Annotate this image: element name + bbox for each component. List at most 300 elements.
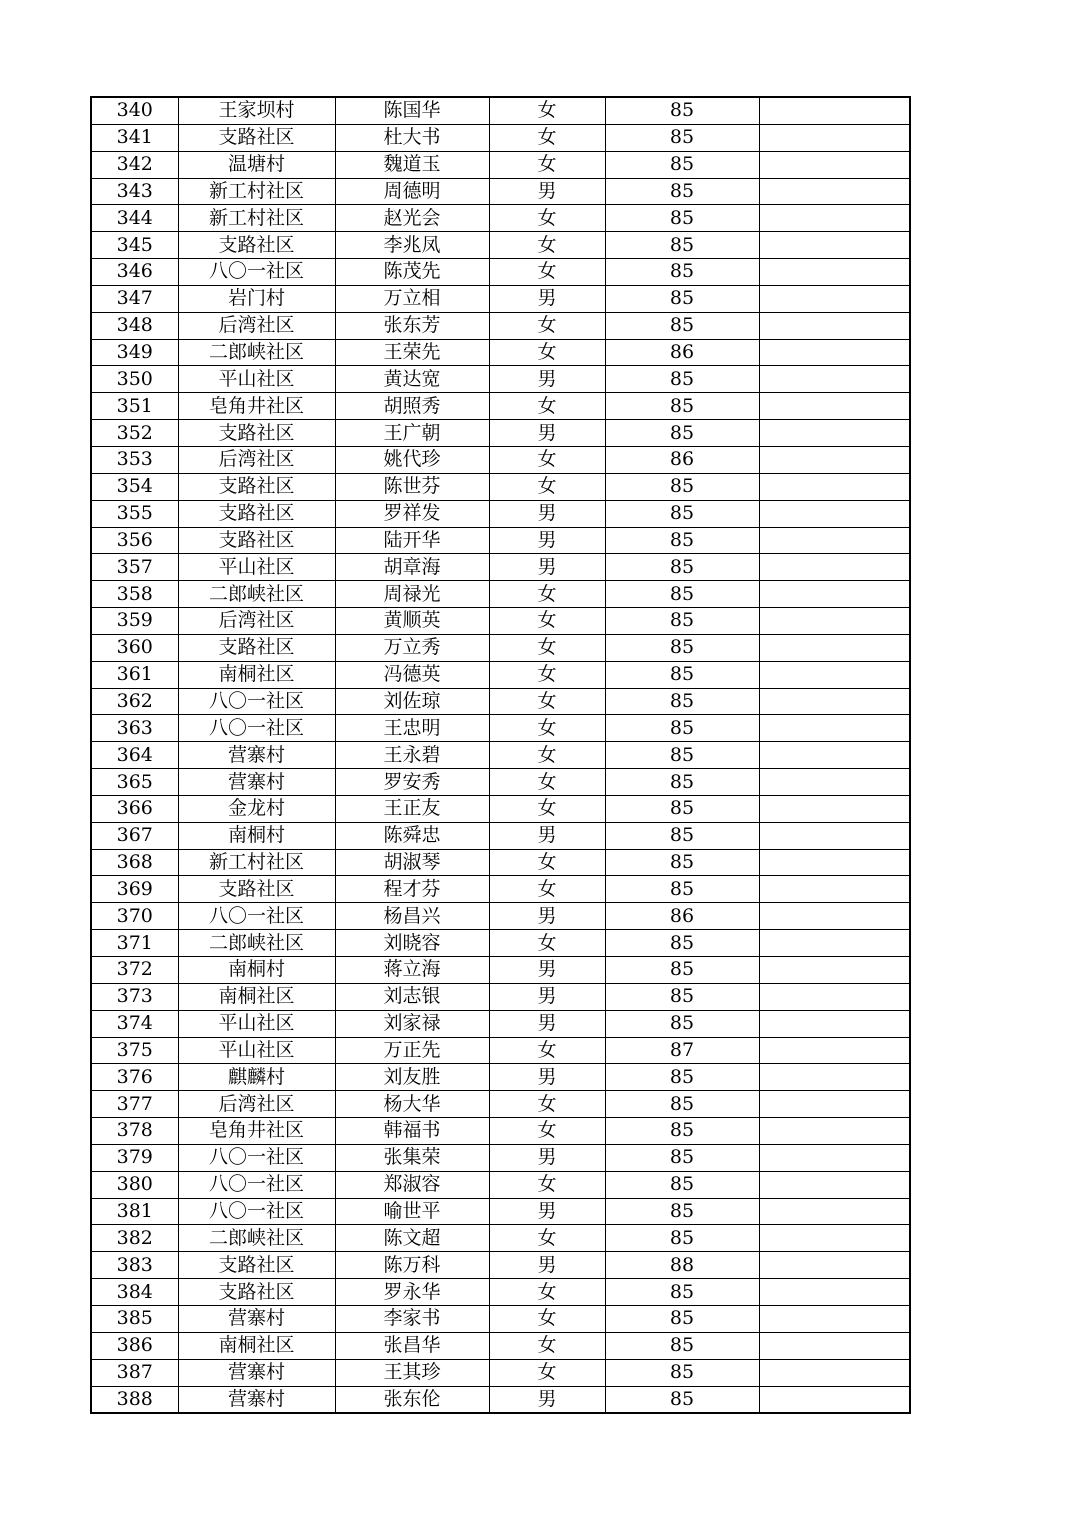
table-row	[91, 903, 910, 930]
cell-gender: 男	[489, 366, 605, 393]
table-row	[91, 259, 910, 286]
cell-age: 85	[605, 795, 759, 822]
table-row	[91, 151, 910, 178]
table-row	[91, 581, 910, 608]
cell-age: 85	[605, 715, 759, 742]
cell-number: 344	[91, 205, 178, 232]
cell-number: 370	[91, 903, 178, 930]
cell-age: 85	[605, 983, 759, 1010]
table-row	[91, 527, 910, 554]
cell-remark	[759, 581, 910, 608]
cell-gender: 男	[489, 1064, 605, 1091]
cell-gender: 女	[489, 1225, 605, 1252]
cell-remark	[759, 1225, 910, 1252]
cell-remark	[759, 1198, 910, 1225]
cell-number: 383	[91, 1252, 178, 1279]
cell-name: 万立秀	[335, 634, 489, 661]
cell-community: 支路社区	[178, 634, 335, 661]
cell-gender: 女	[489, 634, 605, 661]
cell-name: 杨大华	[335, 1091, 489, 1118]
cell-community: 平山社区	[178, 554, 335, 581]
cell-name: 郑淑容	[335, 1171, 489, 1198]
cell-name: 周禄光	[335, 581, 489, 608]
cell-remark	[759, 393, 910, 420]
cell-name: 万正先	[335, 1037, 489, 1064]
cell-name: 杨昌兴	[335, 903, 489, 930]
table-row	[91, 822, 910, 849]
cell-remark	[759, 97, 910, 124]
cell-name: 胡照秀	[335, 393, 489, 420]
cell-community: 营寨村	[178, 1359, 335, 1386]
cell-age: 85	[605, 608, 759, 635]
cell-community: 南桐社区	[178, 661, 335, 688]
cell-remark	[759, 205, 910, 232]
table-row	[91, 473, 910, 500]
cell-number: 386	[91, 1332, 178, 1359]
cell-community: 新工村社区	[178, 849, 335, 876]
cell-community: 八〇一社区	[178, 688, 335, 715]
cell-gender: 女	[489, 688, 605, 715]
cell-name: 胡章海	[335, 554, 489, 581]
cell-name: 张东伦	[335, 1386, 489, 1413]
cell-gender: 女	[489, 312, 605, 339]
cell-age: 85	[605, 688, 759, 715]
cell-number: 379	[91, 1144, 178, 1171]
cell-number: 364	[91, 742, 178, 769]
cell-community: 平山社区	[178, 1037, 335, 1064]
cell-remark	[759, 634, 910, 661]
table-row	[91, 742, 910, 769]
cell-community: 支路社区	[178, 124, 335, 151]
cell-age: 85	[605, 232, 759, 259]
cell-number: 362	[91, 688, 178, 715]
cell-community: 二郎峡社区	[178, 1225, 335, 1252]
cell-gender: 男	[489, 1252, 605, 1279]
cell-remark	[759, 1091, 910, 1118]
cell-community: 支路社区	[178, 527, 335, 554]
cell-community: 金龙村	[178, 795, 335, 822]
cell-age: 85	[605, 1144, 759, 1171]
table-row	[91, 1118, 910, 1145]
cell-remark	[759, 366, 910, 393]
cell-community: 营寨村	[178, 769, 335, 796]
cell-gender: 男	[489, 500, 605, 527]
cell-remark	[759, 983, 910, 1010]
cell-community: 王家坝村	[178, 97, 335, 124]
cell-remark	[759, 259, 910, 286]
table-row	[91, 876, 910, 903]
cell-gender: 男	[489, 420, 605, 447]
cell-name: 陈文超	[335, 1225, 489, 1252]
cell-number: 388	[91, 1386, 178, 1413]
cell-remark	[759, 795, 910, 822]
cell-remark	[759, 1118, 910, 1145]
cell-community: 八〇一社区	[178, 1144, 335, 1171]
cell-name: 赵光会	[335, 205, 489, 232]
cell-name: 陈万科	[335, 1252, 489, 1279]
cell-name: 王广朝	[335, 420, 489, 447]
cell-gender: 女	[489, 1091, 605, 1118]
table-row	[91, 930, 910, 957]
cell-age: 85	[605, 285, 759, 312]
cell-gender: 女	[489, 715, 605, 742]
cell-remark	[759, 420, 910, 447]
cell-age: 85	[605, 1359, 759, 1386]
cell-remark	[759, 930, 910, 957]
cell-name: 刘志银	[335, 983, 489, 1010]
cell-name: 刘晓容	[335, 930, 489, 957]
cell-community: 八〇一社区	[178, 1198, 335, 1225]
cell-age: 85	[605, 178, 759, 205]
cell-number: 354	[91, 473, 178, 500]
cell-community: 南桐社区	[178, 983, 335, 1010]
cell-remark	[759, 742, 910, 769]
cell-number: 341	[91, 124, 178, 151]
cell-number: 352	[91, 420, 178, 447]
cell-gender: 女	[489, 124, 605, 151]
cell-community: 平山社区	[178, 1010, 335, 1037]
cell-number: 382	[91, 1225, 178, 1252]
cell-gender: 女	[489, 1359, 605, 1386]
cell-number: 368	[91, 849, 178, 876]
cell-number: 351	[91, 393, 178, 420]
table-row	[91, 1064, 910, 1091]
table-body	[91, 97, 910, 1413]
cell-age: 85	[605, 930, 759, 957]
cell-gender: 女	[489, 608, 605, 635]
cell-name: 杜大书	[335, 124, 489, 151]
cell-name: 王其珍	[335, 1359, 489, 1386]
cell-name: 罗祥发	[335, 500, 489, 527]
cell-community: 新工村社区	[178, 205, 335, 232]
cell-community: 支路社区	[178, 232, 335, 259]
cell-age: 85	[605, 822, 759, 849]
cell-gender: 女	[489, 259, 605, 286]
cell-remark	[759, 339, 910, 366]
cell-age: 85	[605, 1010, 759, 1037]
cell-remark	[759, 1332, 910, 1359]
cell-community: 岩门村	[178, 285, 335, 312]
cell-name: 魏道玉	[335, 151, 489, 178]
table-row	[91, 1225, 910, 1252]
cell-name: 张集荣	[335, 1144, 489, 1171]
cell-number: 371	[91, 930, 178, 957]
cell-number: 347	[91, 285, 178, 312]
cell-age: 85	[605, 1386, 759, 1413]
cell-gender: 男	[489, 957, 605, 984]
table-row	[91, 500, 910, 527]
cell-name: 程才芬	[335, 876, 489, 903]
cell-remark	[759, 232, 910, 259]
cell-age: 85	[605, 420, 759, 447]
cell-remark	[759, 903, 910, 930]
table-row	[91, 1171, 910, 1198]
table-row	[91, 983, 910, 1010]
cell-number: 373	[91, 983, 178, 1010]
cell-age: 85	[605, 1118, 759, 1145]
table-row	[91, 205, 910, 232]
cell-number: 363	[91, 715, 178, 742]
cell-community: 支路社区	[178, 500, 335, 527]
cell-gender: 女	[489, 661, 605, 688]
cell-age: 85	[605, 1225, 759, 1252]
cell-remark	[759, 1252, 910, 1279]
cell-remark	[759, 1037, 910, 1064]
cell-remark	[759, 849, 910, 876]
cell-age: 85	[605, 205, 759, 232]
cell-name: 刘家禄	[335, 1010, 489, 1037]
cell-number: 377	[91, 1091, 178, 1118]
table-row	[91, 97, 910, 124]
cell-number: 348	[91, 312, 178, 339]
cell-number: 372	[91, 957, 178, 984]
cell-age: 85	[605, 259, 759, 286]
table-row	[91, 1386, 910, 1413]
cell-gender: 男	[489, 1144, 605, 1171]
table-row	[91, 1279, 910, 1306]
cell-age: 85	[605, 393, 759, 420]
cell-age: 85	[605, 957, 759, 984]
cell-remark	[759, 446, 910, 473]
cell-community: 二郎峡社区	[178, 581, 335, 608]
cell-gender: 男	[489, 285, 605, 312]
cell-community: 后湾社区	[178, 446, 335, 473]
cell-age: 85	[605, 124, 759, 151]
cell-community: 二郎峡社区	[178, 339, 335, 366]
cell-remark	[759, 1064, 910, 1091]
table-row	[91, 1305, 910, 1332]
cell-community: 支路社区	[178, 473, 335, 500]
cell-community: 后湾社区	[178, 312, 335, 339]
cell-age: 86	[605, 339, 759, 366]
cell-community: 八〇一社区	[178, 715, 335, 742]
table-row	[91, 661, 910, 688]
cell-remark	[759, 554, 910, 581]
cell-number: 369	[91, 876, 178, 903]
cell-remark	[759, 661, 910, 688]
cell-remark	[759, 312, 910, 339]
cell-age: 85	[605, 527, 759, 554]
cell-age: 87	[605, 1037, 759, 1064]
table-row	[91, 849, 910, 876]
cell-number: 349	[91, 339, 178, 366]
table-row	[91, 285, 910, 312]
cell-name: 张昌华	[335, 1332, 489, 1359]
cell-number: 342	[91, 151, 178, 178]
table-row	[91, 957, 910, 984]
table-row	[91, 232, 910, 259]
cell-number: 378	[91, 1118, 178, 1145]
cell-age: 85	[605, 473, 759, 500]
cell-number: 380	[91, 1171, 178, 1198]
cell-name: 张东芳	[335, 312, 489, 339]
cell-gender: 男	[489, 903, 605, 930]
cell-age: 85	[605, 661, 759, 688]
cell-name: 陆开华	[335, 527, 489, 554]
cell-name: 陈舜忠	[335, 822, 489, 849]
cell-remark	[759, 1010, 910, 1037]
cell-remark	[759, 178, 910, 205]
cell-name: 王正友	[335, 795, 489, 822]
cell-gender: 女	[489, 97, 605, 124]
cell-number: 367	[91, 822, 178, 849]
cell-remark	[759, 1305, 910, 1332]
cell-remark	[759, 151, 910, 178]
table-row	[91, 1091, 910, 1118]
table-row	[91, 769, 910, 796]
cell-community: 后湾社区	[178, 1091, 335, 1118]
cell-community: 后湾社区	[178, 608, 335, 635]
cell-remark	[759, 769, 910, 796]
cell-remark	[759, 1386, 910, 1413]
table-row	[91, 1359, 910, 1386]
cell-age: 85	[605, 769, 759, 796]
cell-gender: 男	[489, 554, 605, 581]
table-row	[91, 554, 910, 581]
data-table	[90, 96, 911, 1414]
cell-age: 85	[605, 634, 759, 661]
cell-remark	[759, 473, 910, 500]
cell-age: 85	[605, 742, 759, 769]
table-row	[91, 795, 910, 822]
cell-community: 营寨村	[178, 1305, 335, 1332]
cell-community: 温塘村	[178, 151, 335, 178]
table-row	[91, 715, 910, 742]
cell-gender: 女	[489, 795, 605, 822]
cell-remark	[759, 285, 910, 312]
cell-age: 85	[605, 312, 759, 339]
cell-community: 南桐村	[178, 822, 335, 849]
cell-age: 86	[605, 446, 759, 473]
cell-remark	[759, 876, 910, 903]
cell-age: 85	[605, 876, 759, 903]
cell-remark	[759, 688, 910, 715]
cell-gender: 女	[489, 446, 605, 473]
cell-remark	[759, 1279, 910, 1306]
cell-number: 356	[91, 527, 178, 554]
cell-gender: 女	[489, 1171, 605, 1198]
cell-number: 350	[91, 366, 178, 393]
table-row	[91, 688, 910, 715]
cell-age: 85	[605, 1305, 759, 1332]
cell-name: 陈茂先	[335, 259, 489, 286]
cell-age: 86	[605, 903, 759, 930]
table-row	[91, 312, 910, 339]
cell-community: 支路社区	[178, 420, 335, 447]
cell-gender: 男	[489, 1386, 605, 1413]
cell-community: 南桐社区	[178, 1332, 335, 1359]
cell-gender: 女	[489, 1305, 605, 1332]
table-row	[91, 446, 910, 473]
cell-gender: 女	[489, 151, 605, 178]
cell-gender: 女	[489, 769, 605, 796]
cell-community: 营寨村	[178, 1386, 335, 1413]
cell-name: 冯德英	[335, 661, 489, 688]
cell-gender: 男	[489, 178, 605, 205]
table-row	[91, 1144, 910, 1171]
cell-age: 85	[605, 1332, 759, 1359]
cell-name: 韩福书	[335, 1118, 489, 1145]
cell-number: 346	[91, 259, 178, 286]
cell-name: 周德明	[335, 178, 489, 205]
table-row	[91, 1037, 910, 1064]
cell-number: 359	[91, 608, 178, 635]
cell-name: 王永碧	[335, 742, 489, 769]
cell-age: 88	[605, 1252, 759, 1279]
cell-name: 黄达宽	[335, 366, 489, 393]
table-row	[91, 124, 910, 151]
cell-community: 新工村社区	[178, 178, 335, 205]
cell-name: 陈世芬	[335, 473, 489, 500]
cell-number: 360	[91, 634, 178, 661]
cell-number: 357	[91, 554, 178, 581]
cell-remark	[759, 715, 910, 742]
cell-gender: 女	[489, 849, 605, 876]
cell-age: 85	[605, 1091, 759, 1118]
cell-age: 85	[605, 554, 759, 581]
cell-number: 375	[91, 1037, 178, 1064]
cell-gender: 女	[489, 930, 605, 957]
cell-age: 85	[605, 151, 759, 178]
cell-gender: 女	[489, 1118, 605, 1145]
cell-remark	[759, 124, 910, 151]
cell-age: 85	[605, 1198, 759, 1225]
cell-gender: 男	[489, 822, 605, 849]
cell-gender: 女	[489, 1332, 605, 1359]
cell-name: 王荣先	[335, 339, 489, 366]
cell-number: 353	[91, 446, 178, 473]
table-row	[91, 339, 910, 366]
cell-number: 358	[91, 581, 178, 608]
cell-gender: 女	[489, 232, 605, 259]
cell-number: 366	[91, 795, 178, 822]
cell-name: 喻世平	[335, 1198, 489, 1225]
cell-gender: 女	[489, 205, 605, 232]
cell-community: 支路社区	[178, 1252, 335, 1279]
table-row	[91, 393, 910, 420]
cell-community: 支路社区	[178, 1279, 335, 1306]
cell-gender: 男	[489, 983, 605, 1010]
table-row	[91, 1010, 910, 1037]
cell-community: 皂角井社区	[178, 1118, 335, 1145]
table-row	[91, 420, 910, 447]
cell-gender: 女	[489, 393, 605, 420]
cell-name: 万立相	[335, 285, 489, 312]
cell-age: 85	[605, 1279, 759, 1306]
cell-gender: 男	[489, 527, 605, 554]
cell-age: 85	[605, 366, 759, 393]
cell-name: 姚代珍	[335, 446, 489, 473]
cell-number: 365	[91, 769, 178, 796]
cell-name: 罗安秀	[335, 769, 489, 796]
cell-name: 黄顺英	[335, 608, 489, 635]
cell-remark	[759, 608, 910, 635]
cell-remark	[759, 1359, 910, 1386]
table-row	[91, 608, 910, 635]
cell-name: 罗永华	[335, 1279, 489, 1306]
table-row	[91, 1198, 910, 1225]
table-row	[91, 366, 910, 393]
cell-number: 343	[91, 178, 178, 205]
cell-community: 二郎峡社区	[178, 930, 335, 957]
cell-name: 王忠明	[335, 715, 489, 742]
cell-remark	[759, 1144, 910, 1171]
cell-number: 340	[91, 97, 178, 124]
cell-remark	[759, 1171, 910, 1198]
cell-number: 345	[91, 232, 178, 259]
cell-number: 384	[91, 1279, 178, 1306]
table-row	[91, 178, 910, 205]
